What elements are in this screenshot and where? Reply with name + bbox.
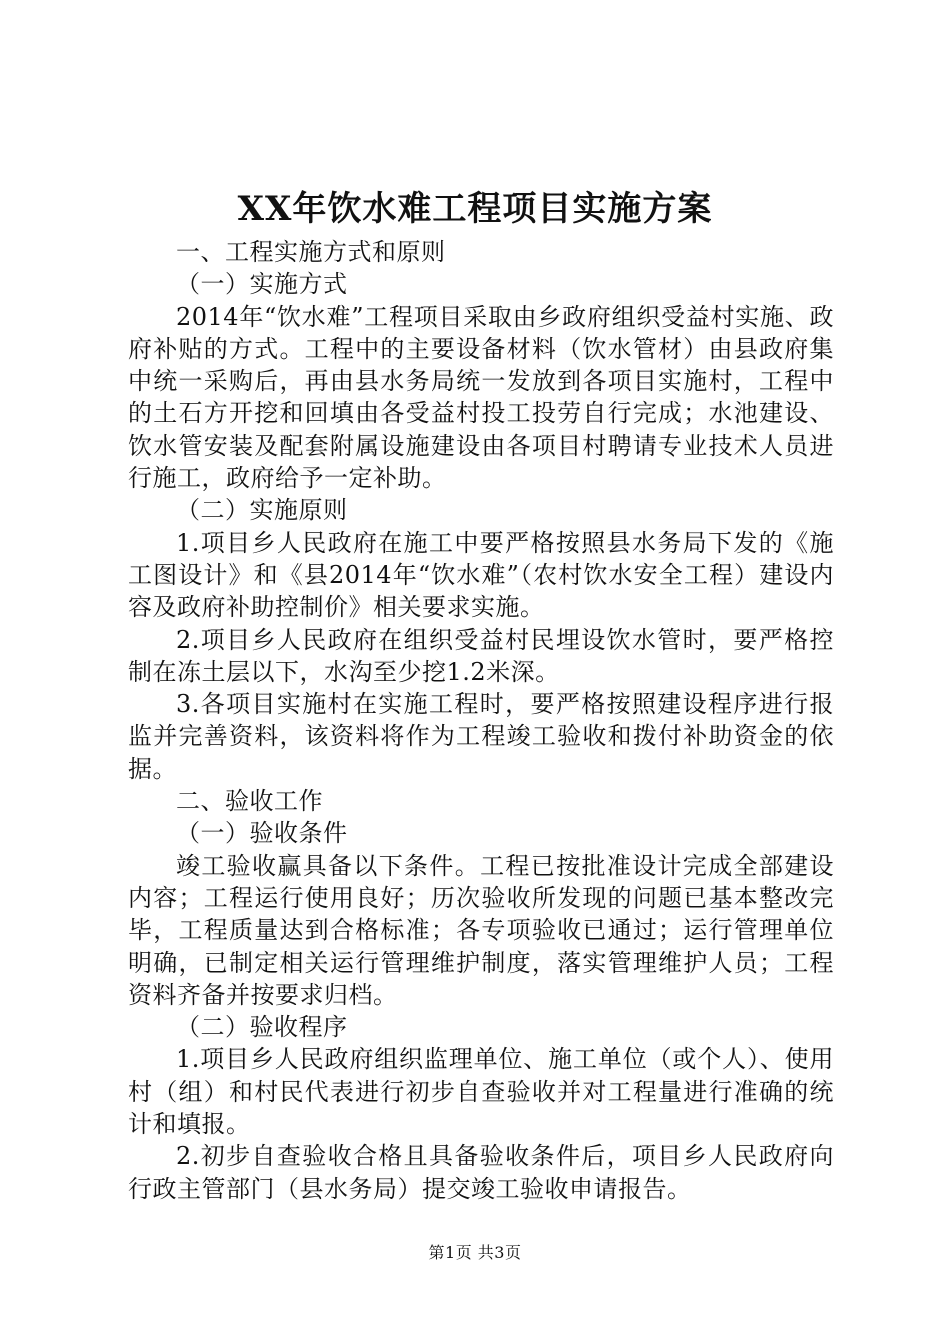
paragraph-principle-2: 2.项目乡人民政府在组织受益村民埋设饮水管时，要严格控制在冻土层以下，水沟至少挖1.2米深。 bbox=[128, 625, 834, 686]
paragraph-principle-1: 1.项目乡人民政府在施工中要严格按照县水务局下发的《施工图设计》和《县2014年“饮水难”（农村饮水安全工程）建设内容及政府补助控制价》相关要求实施。 bbox=[128, 528, 834, 622]
subsection-heading-acceptance-conditions: （一）验收条件 bbox=[176, 819, 348, 848]
paragraph-acceptance-conditions: 竣工验收赢具备以下条件。工程已按批准设计完成全部建设内容；工程运行使用良好；历次验收所发现的问题已基本整改完毕，工程质量达到合格标准；各专项验收已通过；运行管理单位明确，已制定相关运行管理维护制度，落实管理维护人员；工程资料齐备并按要求归档。 bbox=[128, 851, 834, 1009]
subsection-heading-implementation-principles: （二）实施原则 bbox=[176, 496, 348, 525]
page-number-footer: 第1页 共3页 bbox=[428, 1243, 522, 1262]
paragraph-implementation-method: 2014年“饮水难”工程项目采取由乡政府组织受益村实施、政府补贴的方式。工程中的主要设备材料（饮水管材）由县政府集中统一采购后，再由县水务局统一发放到各项目实施村，工程中的土石方开挖和回填由各受益村投工投劳自行完成；水池建设、饮水管安装及配套附属设施建设由各项目村聘请专业技术人员进行施工，政府给予一定补助。 bbox=[128, 302, 834, 493]
paragraph-principle-3: 3.各项目实施村在实施工程时，要严格按照建设程序进行报监并完善资料，该资料将作为工程竣工验收和拨付补助资金的依据。 bbox=[128, 690, 834, 783]
document-title: XX年饮水难工程项目实施方案 bbox=[237, 189, 713, 229]
section-heading-1: 一、工程实施方式和原则 bbox=[176, 238, 446, 266]
subsection-heading-implementation-method: （一）实施方式 bbox=[176, 270, 348, 299]
section-heading-2: 二、验收工作 bbox=[176, 787, 323, 816]
paragraph-procedure-1: 1.项目乡人民政府组织监理单位、施工单位（或个人）、使用村（组）和村民代表进行初步自查验收并对工程量进行准确的统计和填报。 bbox=[128, 1045, 834, 1139]
subsection-heading-acceptance-procedure: （二）验收程序 bbox=[176, 1013, 348, 1042]
document-body bbox=[128, 236, 834, 1205]
paragraph-procedure-2: 2.初步自查验收合格且具备验收条件后，项目乡人民政府向行政主管部门（县水务局）提交竣工验收申请报告。 bbox=[128, 1142, 834, 1203]
